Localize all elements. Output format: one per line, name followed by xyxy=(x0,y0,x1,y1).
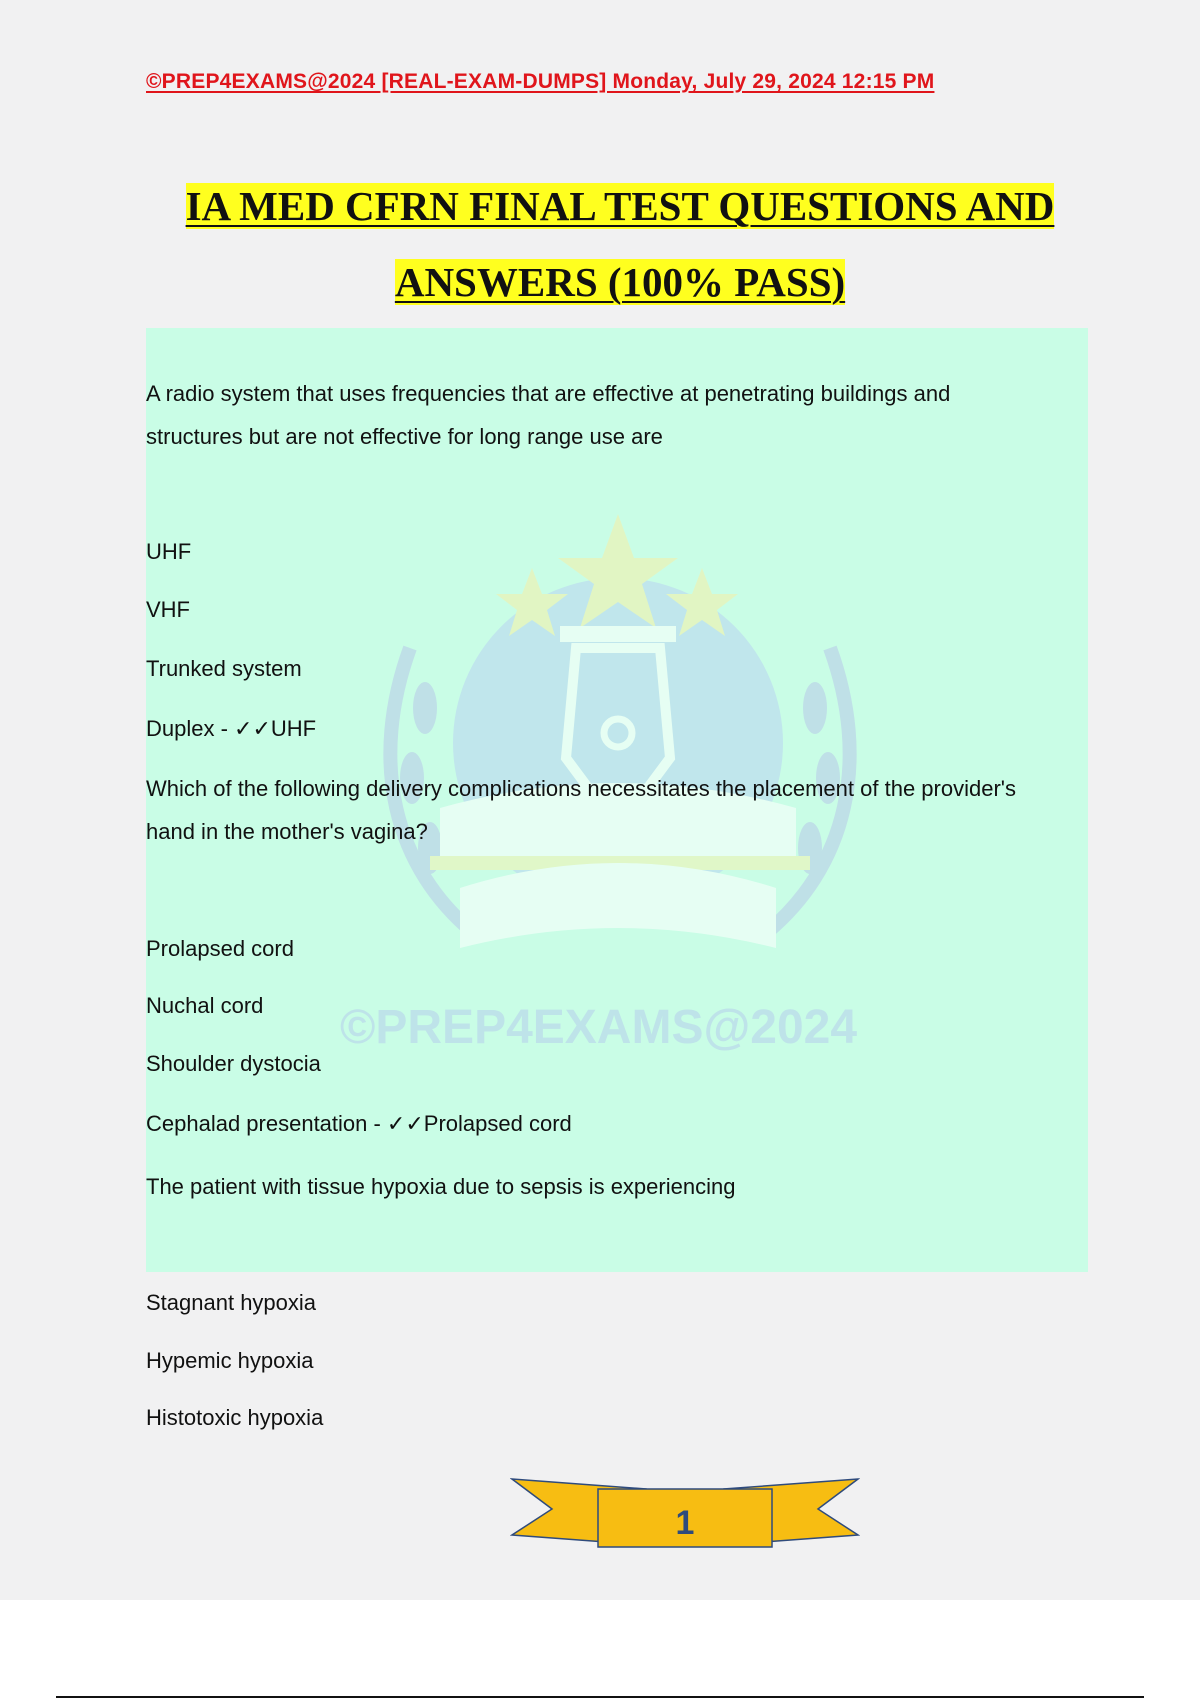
watermark-text: ©PREP4EXAMS@2024 xyxy=(340,1001,858,1054)
answer-option: VHF xyxy=(146,597,190,622)
answer-option-with-key: Duplex - ✓✓UHF xyxy=(146,716,317,741)
answer-option: Hypemic hypoxia xyxy=(146,1348,314,1373)
title-line-1: IA MED CFRN FINAL TEST QUESTIONS AND xyxy=(185,183,1055,229)
answer-option: Stagnant hypoxia xyxy=(146,1290,317,1315)
answer-option: Trunked system xyxy=(146,656,302,681)
bottom-divider xyxy=(56,1696,1144,1698)
answer-option: UHF xyxy=(146,539,192,564)
answer-option: Histotoxic hypoxia xyxy=(146,1405,324,1430)
question-text: A radio system that uses frequencies that are effective at penetrating buildings and structures but are not effective for long range use are xyxy=(146,381,951,449)
document-title xyxy=(120,168,1120,320)
answer-option: Prolapsed cord xyxy=(146,936,294,961)
answer-option: Shoulder dystocia xyxy=(146,1051,321,1076)
page-number-ribbon xyxy=(510,1473,860,1563)
question-text: The patient with tissue hypoxia due to sepsis is experiencing xyxy=(146,1174,736,1199)
answer-option: Nuchal cord xyxy=(146,993,264,1018)
answer-option-with-key: Cephalad presentation - ✓✓Prolapsed cord xyxy=(146,1111,572,1136)
page-number: 1 xyxy=(675,1504,695,1542)
title-line-2: ANSWERS (100% PASS) xyxy=(394,259,846,305)
question-text: Which of the following delivery complications necessitates the placement of the provider's hand in the mother's vagina? xyxy=(146,776,1016,844)
header-watermark-line: ©PREP4EXAMS@2024 [REAL-EXAM-DUMPS] Monday, July 29, 2024 12:15 PM xyxy=(146,70,935,93)
